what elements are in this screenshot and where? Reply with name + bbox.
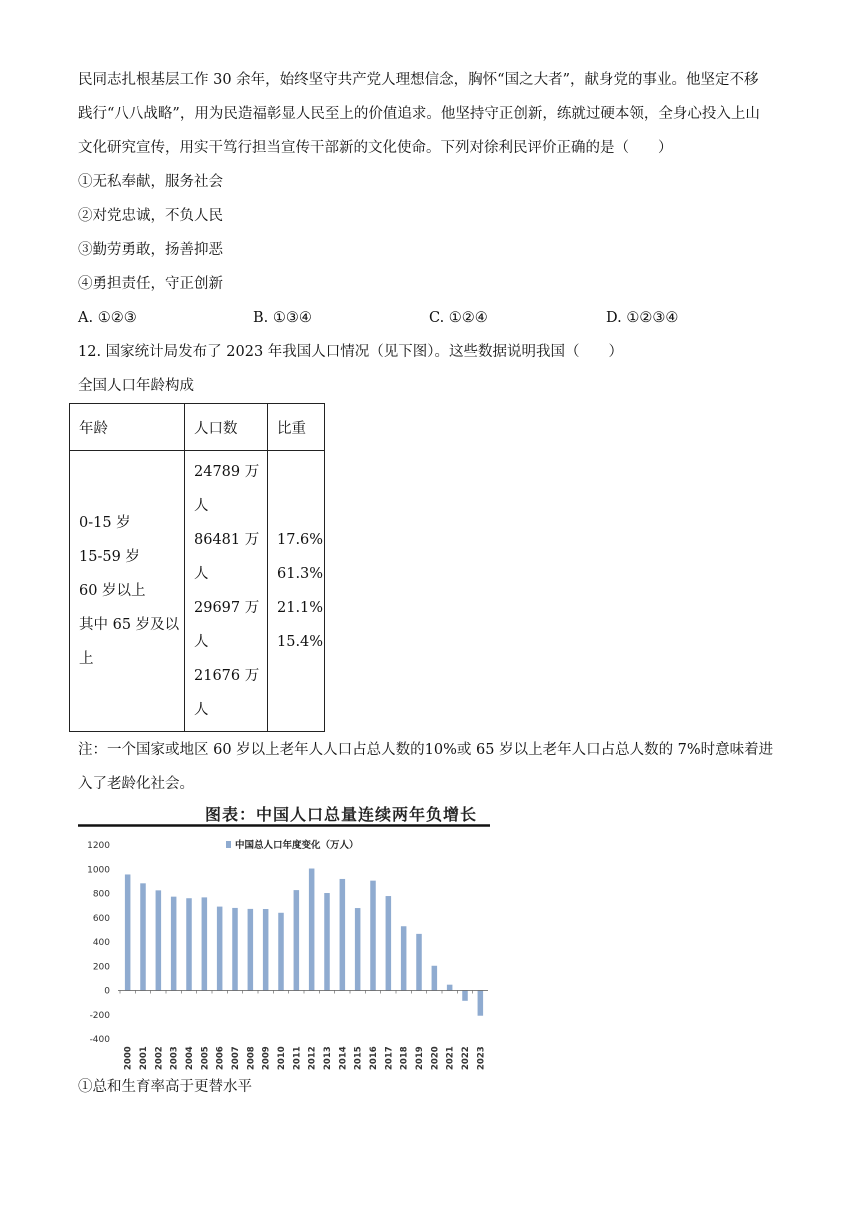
x-tick-label: 2001 [139, 1046, 149, 1070]
paragraph-line-3: 文化研究宣传，用实干笃行担当宣传干部新的文化使命。下列对徐利民评价正确的是（ ） [78, 140, 673, 156]
q12-option-1: ①总和生育率高于更替水平 [78, 1079, 252, 1095]
note-line-2: 入了老龄化社会。 [78, 776, 194, 792]
bar-2008 [248, 909, 254, 991]
x-tick-label: 2019 [415, 1046, 425, 1070]
bar-2005 [202, 897, 208, 990]
q11-option-3: ③勤劳勇敢，扬善抑恶 [78, 242, 223, 258]
y-tick-label: 1200 [87, 841, 110, 851]
x-tick-label: 2003 [169, 1046, 180, 1070]
table-body-row [70, 451, 325, 732]
count-line: 人 [194, 634, 209, 650]
choice-a: A. ①②③ [78, 310, 137, 326]
y-tick-label: 800 [92, 889, 110, 900]
paragraph-line-2: 践行“八八战略”，用为民造福彰显人民至上的价值追求。他坚持守正创新，练就过硬本领，全身心投入上山 [78, 106, 760, 122]
age-line: 上 [79, 651, 94, 667]
bar-2007 [232, 908, 238, 991]
share-cell [268, 451, 325, 732]
note-line-1: 注：一个国家或地区 60 岁以上老年人人口占总人数的10%或 65 岁以上老年人口占总人数的 7%时意味着进 [78, 742, 774, 758]
q11-choices [78, 308, 798, 328]
x-tick-label: 2005 [200, 1046, 211, 1070]
bar-2011 [294, 890, 300, 990]
x-tick-label: 2007 [231, 1046, 241, 1070]
y-tick-label: 400 [92, 938, 110, 948]
bar-2023 [478, 991, 484, 1016]
choice-d: D. ①②③④ [606, 310, 679, 326]
y-tick-label: -400 [89, 1035, 110, 1045]
bar-2002 [156, 890, 162, 990]
x-tick-label: 2012 [307, 1046, 318, 1070]
table-header-row [70, 404, 325, 451]
q12-stem: 12. 国家统计局发布了 2023 年我国人口情况（见下图）。这些数据说明我国（ ） [78, 344, 624, 360]
age-line: 15-59 岁 [79, 549, 140, 565]
choice-c: C. ①②④ [429, 310, 488, 326]
count-cell [185, 451, 268, 732]
bar-2012 [309, 869, 315, 991]
count-line: 人 [194, 566, 209, 582]
x-tick-label: 2011 [292, 1046, 303, 1070]
bar-2003 [171, 897, 177, 991]
q11-option-4: ④勇担责任，守正创新 [78, 276, 223, 292]
x-tick-label: 2002 [154, 1046, 165, 1070]
population-change-chart [78, 800, 498, 1075]
bar-2022 [462, 991, 468, 1001]
bar-2015 [355, 908, 361, 990]
share-line: 17.6% [277, 532, 324, 548]
x-tick-label: 2014 [338, 1046, 349, 1070]
x-tick-label: 2010 [277, 1046, 287, 1070]
age-line: 60 岁以上 [79, 583, 146, 599]
x-tick-label: 2004 [185, 1046, 195, 1070]
chart-title: 图表：中国人口总量连续两年负增长 [205, 805, 478, 824]
bar-2019 [416, 934, 422, 991]
bar-2006 [217, 907, 223, 991]
y-tick-label: 1000 [87, 865, 110, 876]
x-tick-label: 2022 [461, 1046, 471, 1070]
bar-2000 [125, 874, 131, 990]
count-line: 人 [194, 498, 209, 514]
count-line: 86481 万 [194, 532, 260, 548]
x-tick-label: 2008 [246, 1046, 257, 1070]
bar-2004 [186, 898, 192, 990]
bar-2001 [140, 883, 146, 990]
x-tick-label: 2016 [369, 1046, 379, 1070]
x-tick-label: 2009 [261, 1046, 272, 1070]
share-line: 15.4% [277, 634, 324, 650]
x-tick-label: 2013 [323, 1046, 333, 1070]
paragraph-line-1: 民同志扎根基层工作 30 余年，始终坚守共产党人理想信念，胸怀“国之大者”，献身党的事业。他坚定不移 [78, 72, 759, 88]
bar-2018 [401, 926, 407, 990]
q11-option-2: ②对党忠诚，不负人民 [78, 208, 223, 224]
x-tick-label: 2000 [123, 1046, 134, 1070]
header-age: 年龄 [70, 404, 185, 451]
bar-2010 [278, 913, 284, 991]
count-line: 21676 万 [194, 668, 260, 684]
count-line: 29697 万 [194, 600, 260, 616]
header-share: 比重 [268, 404, 325, 451]
y-tick-label: 0 [104, 986, 110, 997]
y-tick-label: 600 [92, 913, 110, 924]
x-tick-label: 2020 [430, 1046, 441, 1070]
bar-2014 [340, 879, 346, 991]
y-tick-label: -200 [89, 1010, 110, 1021]
y-tick-label: 200 [92, 962, 110, 973]
x-tick-label: 2006 [215, 1046, 226, 1070]
table-caption: 全国人口年龄构成 [78, 378, 194, 394]
x-tick-label: 2015 [353, 1046, 364, 1070]
bar-2021 [447, 985, 453, 991]
age-cell [70, 451, 185, 732]
choice-b: B. ①③④ [253, 310, 312, 326]
x-tick-label: 2023 [476, 1046, 487, 1070]
age-structure-table [69, 403, 325, 732]
bar-2016 [370, 881, 376, 991]
legend-swatch [226, 841, 231, 848]
share-line: 21.1% [277, 600, 324, 616]
count-line: 24789 万 [194, 464, 260, 480]
header-count: 人口数 [185, 404, 268, 451]
age-line: 0-15 岁 [79, 515, 131, 531]
x-tick-label: 2018 [399, 1046, 410, 1070]
q11-option-1: ①无私奉献，服务社会 [78, 174, 223, 190]
legend-label: 中国总人口年度变化（万人） [235, 840, 359, 851]
x-tick-label: 2017 [384, 1046, 395, 1070]
count-line: 人 [194, 702, 209, 718]
age-line: 其中 65 岁及以 [79, 617, 180, 633]
bar-2009 [263, 909, 269, 990]
share-line: 61.3% [277, 566, 324, 582]
bar-2013 [324, 893, 330, 990]
bar-2017 [386, 896, 392, 990]
bar-2020 [432, 966, 438, 991]
x-tick-label: 2021 [445, 1046, 456, 1070]
